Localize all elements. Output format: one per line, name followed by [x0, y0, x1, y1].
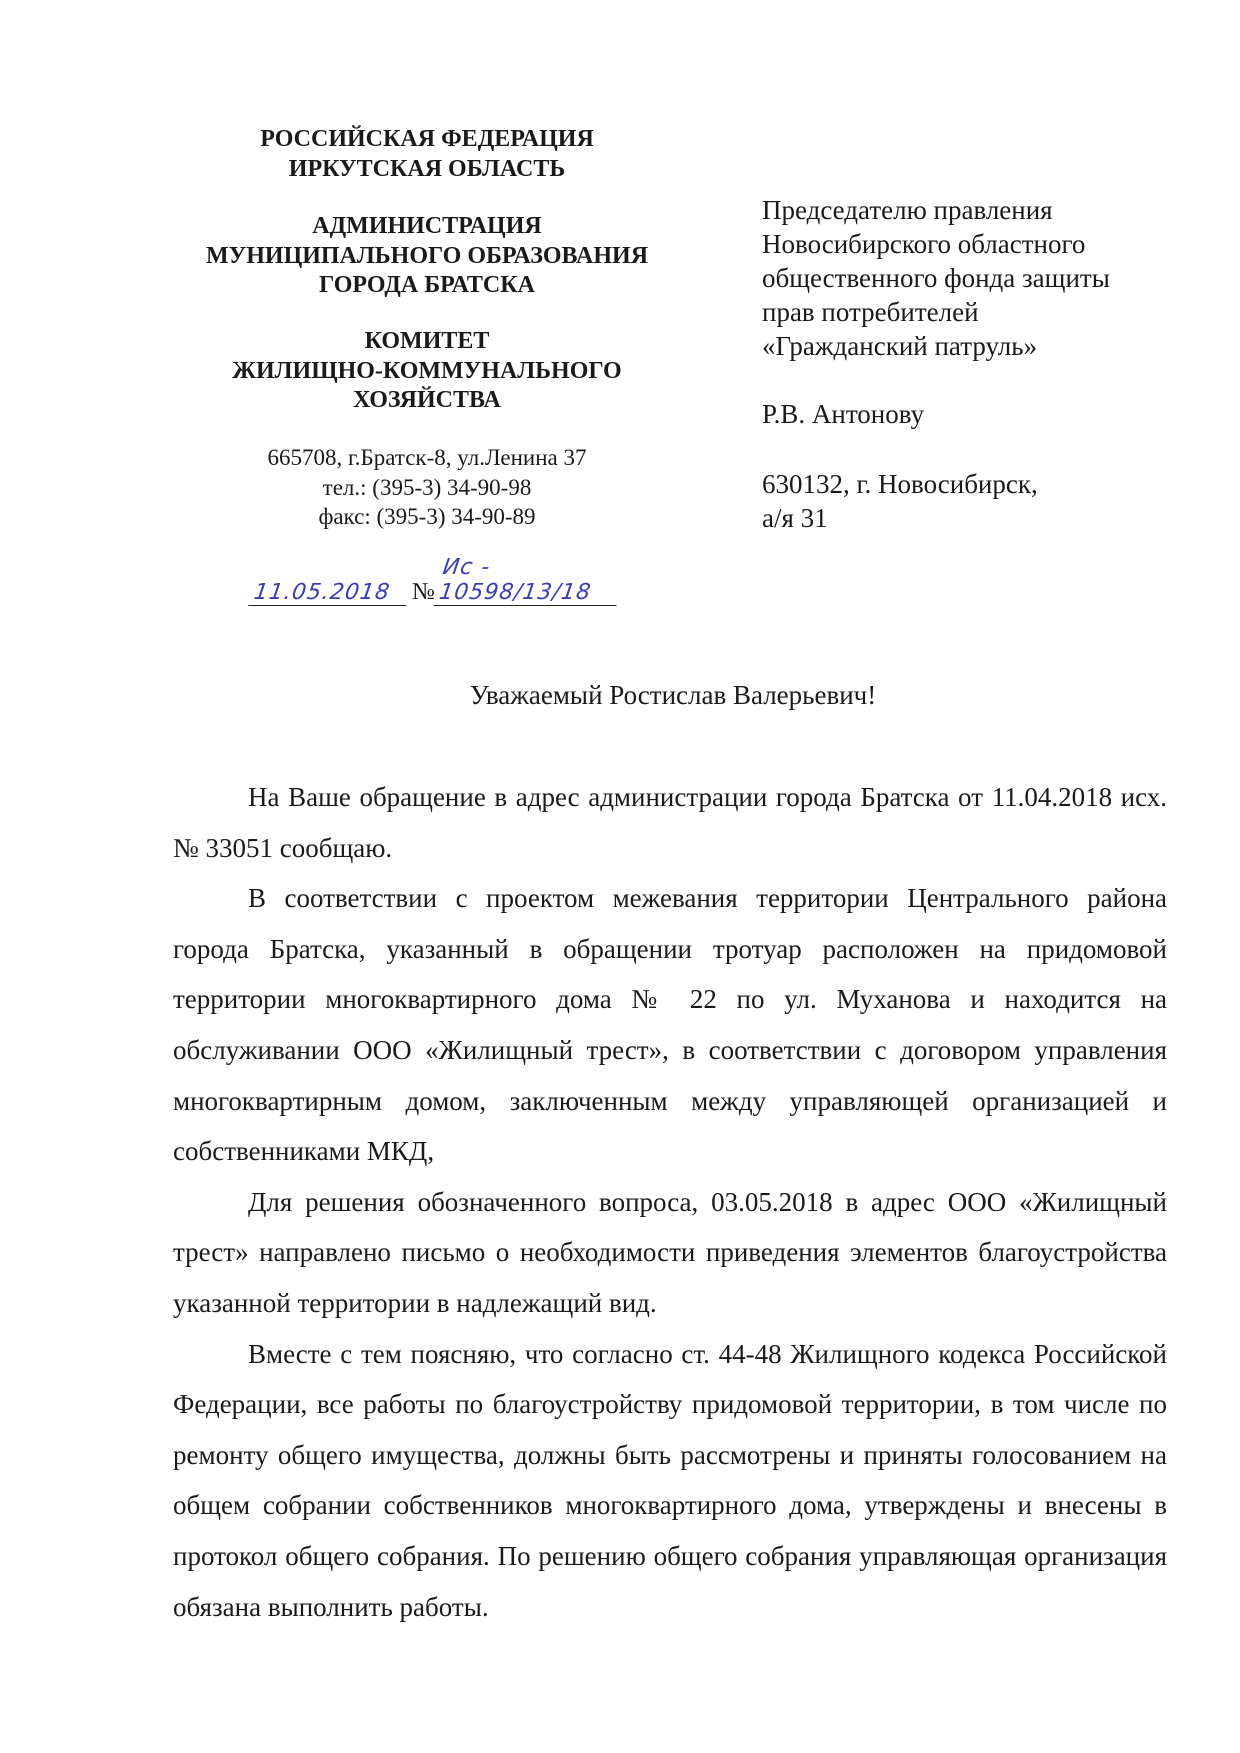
sender-fax: факс: (395-3) 34-90-89	[318, 504, 536, 529]
header-line: ХОЗЯЙСТВА	[353, 387, 501, 413]
sender-committee	[187, 327, 667, 416]
recipient-line: прав потребителей	[762, 297, 979, 327]
sender-country	[187, 125, 667, 184]
paragraph: Вместе с тем поясняю, что согласно ст. 44-48 Жилищного кодекса Российской Федерации, все работы по благоустройству придомовой территории, в том числе по ремонту общего имущества, должны быть рассмотрены и приняты голосованием на общем собрании собственников многоквартирного дома, утверждены и внесены в протокол общего собрания. По решению общего собрания управляющая организация обязана выполнить работы.	[173, 1338, 1167, 1622]
registration-date: 11.05.2018	[248, 580, 410, 606]
recipient-line: Председателю правления	[762, 195, 1053, 225]
sender-contacts	[187, 443, 667, 532]
recipient-line: общественного фонда защиты	[762, 263, 1110, 293]
letter-body	[173, 772, 1167, 1632]
sender-phone: тел.: (395-3) 34-90-98	[322, 474, 532, 500]
number-sign: №	[412, 579, 435, 605]
sender-administration	[187, 212, 667, 301]
header-line: ЖИЛИЩНО-КОММУНАЛЬНОГО	[232, 357, 622, 384]
paragraph: Для решения обозначенного вопроса, 03.05.2018 в адрес ООО «Жилищный трест» направлено письмо о необходимости приведения элементов благоустройства указанной территории в надлежащий вид.	[173, 1186, 1167, 1318]
registration-number: Ис - 10598/13/18	[433, 555, 623, 606]
header-line: ГОРОДА БРАТСКА	[319, 272, 535, 298]
header-line: КОМИТЕТ	[364, 328, 490, 354]
paragraph: На Ваше обращение в адрес администрации города Братска от 11.04.2018 исх. № 33051 сообщаю.	[173, 782, 1167, 863]
header-line: АДМИНИСТРАЦИЯ	[312, 213, 542, 239]
recipient-address-line: а/я 31	[762, 503, 828, 533]
recipient-address	[762, 467, 1038, 535]
paragraph: В соответствии с проектом межевания территории Центрального района города Братска, указанный в обращении тротуар расположен на придомовой территории многоквартирного дома № 22 по ул. Муханова и находится на обслуживании ООО «Жилищный трест», в соответствии с договором управления многоквартирным домом, заключенным между управляющей организацией и собственниками МКД,	[173, 883, 1167, 1167]
header-line: ИРКУТСКАЯ ОБЛАСТЬ	[288, 155, 566, 182]
header-line: МУНИЦИПАЛЬНОГО ОБРАЗОВАНИЯ	[205, 242, 649, 269]
recipient-line: Новосибирского областного	[762, 229, 1086, 259]
recipient-line: «Гражданский патруль»	[762, 331, 1038, 361]
recipient-name: Р.В. Антонову	[762, 399, 925, 429]
recipient-address-line: 630132, г. Новосибирск,	[762, 469, 1038, 499]
registration-line	[250, 555, 620, 606]
salutation: Уважаемый Ростислав Валерьевич!	[469, 680, 877, 710]
recipient-title	[762, 193, 1110, 363]
sender-address: 665708, г.Братск-8, ул.Ленина 37	[267, 445, 587, 470]
header-line: РОССИЙСКАЯ ФЕДЕРАЦИЯ	[260, 126, 594, 152]
